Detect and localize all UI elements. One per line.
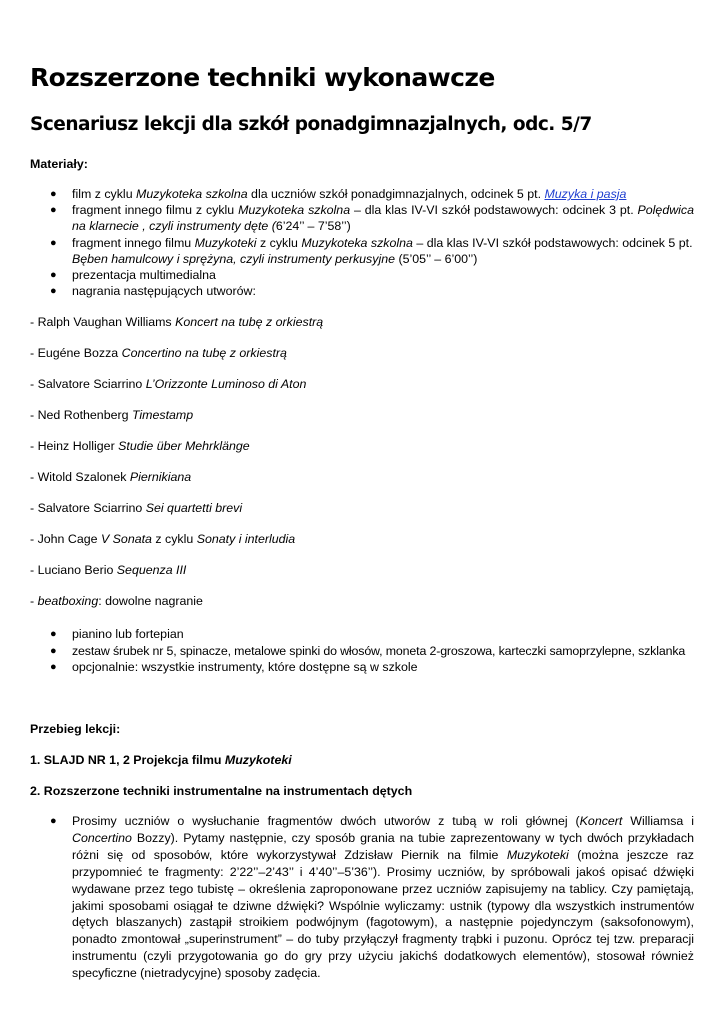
bullet-icon: ● bbox=[50, 628, 57, 641]
work-item: - Salvatore Sciarrino L’Orizzonte Luminoso di Aton bbox=[30, 377, 307, 392]
document-subtitle: Scenariusz lekcji dla szkół ponadgimnazjalnych, odc. 5/7 bbox=[30, 114, 592, 135]
list-item: ● pianino lub fortepian bbox=[50, 627, 184, 642]
equipment-list bbox=[30, 626, 694, 675]
work-item: - Eugéne Bozza Concertino na tubę z orkiestrą bbox=[30, 346, 287, 361]
bullet-icon: ● bbox=[50, 188, 57, 200]
bullet-icon: ● bbox=[50, 269, 57, 282]
list-item: ● opcjonalnie: wszystkie instrumenty, które dostępne są w szkole bbox=[50, 659, 418, 674]
list-item: ● prezentacja multimedialna bbox=[50, 268, 216, 283]
work-item: - Ned Rothenberg Timestamp bbox=[30, 408, 194, 423]
work-item: - Salvatore Sciarrino Sei quartetti brevi bbox=[30, 501, 243, 516]
step-1-heading: 1. SLAJD NR 1, 2 Projekcja filmu Muzykoteki bbox=[30, 753, 292, 768]
works-list bbox=[30, 314, 694, 609]
bullet-icon: ● bbox=[50, 236, 57, 249]
bullet-icon: ● bbox=[50, 660, 57, 673]
step-2-heading: 2. Rozszerzone techniki instrumentalne na instrumentach dętych bbox=[30, 784, 413, 799]
work-item: - beatboxing: dowolne nagranie bbox=[30, 594, 203, 609]
lesson-paragraph: ● Prosimy uczniów o wysłuchanie fragmentów dwóch utworów z tubą w roli głównej (Koncert Williamsa i Concertino Bozzy). Pytamy następnie, czy sposób grania na tubie zaprezentowany w tych dwóch przykładach różni się od sposobów, które wykorzystywał Zdzisław Piernik na filmie Muzykoteki (można jeszcze raz przypomnieć te fragmenty: 2’22’’–2’43’’ i 4’40’’–5’36’’). Prosimy uczniów, by spróbowali jakoś opisać dźwięki wydawane przez tego tubistę – określenia zaproponowane przez uczniów zapisujemy na tablicy. Czy pamiętają, jakimi sposobami osiągał te dziwne dźwięki? Wspólnie wyliczamy: ustnik (typowy dla wszystkich instrumentów dętych blaszanych) zastąpił stroikiem podwójnym (fagotowym), a następnie pojedynczym (saksofonowym), ponadto zmontował „superinstrument” – do tuby przyłączył fragmenty trąbki i puzonu. Oprócz tej tzw. preparacji instrumentu (czyli przygotowania go do gry przy użyciu jakichś dodatkowych elementów), stosował również specyficzne (nietradycyjne) sposoby zadęcia. bbox=[50, 814, 694, 981]
list-item: ● fragment innego filmu Muzykoteki z cyklu Muzykoteka szkolna – dla klas IV-VI szkół podstawowych: odcinek 5 pt. Bęben hamulcowy i sprężyna, czyli instrumenty perkusyjne (5’05’’ – 6’00’’) bbox=[50, 235, 693, 266]
list-item: ● nagrania następujących utworów: bbox=[50, 284, 256, 299]
bullet-icon: ● bbox=[50, 644, 57, 657]
work-item: - Heinz Holliger Studie über Mehrklänge bbox=[30, 439, 250, 454]
list-item: ● zestaw śrubek nr 5, spinacze, metalowe spinki do włosów, moneta 2-groszowa, karteczki samoprzylepne, szklanka bbox=[50, 643, 686, 658]
materials-list bbox=[30, 186, 694, 299]
bullet-icon: ● bbox=[50, 204, 57, 217]
materials-heading: Materiały: bbox=[30, 157, 88, 171]
work-item: - Witold Szalonek Piernikiana bbox=[30, 470, 192, 485]
bullet-icon: ● bbox=[50, 285, 57, 298]
work-item: - Luciano Berio Sequenza III bbox=[30, 563, 187, 578]
work-item: - Ralph Vaughan Williams Koncert na tubę z orkiestrą bbox=[30, 315, 324, 330]
muzyka-i-pasja-link[interactable]: Muzyka i pasja bbox=[544, 187, 627, 201]
work-item: - John Cage V Sonata z cyklu Sonaty i interludia bbox=[30, 532, 296, 547]
list-item: ● film z cyklu Muzykoteka szkolna dla uczniów szkół ponadgimnazjalnych, odcinek 5 pt. Muzyka i pasja bbox=[50, 187, 627, 201]
bullet-icon: ● bbox=[50, 815, 57, 828]
list-item: ● fragment innego filmu z cyklu Muzykoteka szkolna – dla klas IV-VI szkół podstawowych: odcinek 3 pt. Polędwica na klarnecie , czyli instrumenty dęte (6’24’’ – 7’58’’) bbox=[50, 203, 694, 234]
lesson-heading: Przebieg lekcji: bbox=[30, 722, 121, 737]
document-title: Rozszerzone techniki wykonawcze bbox=[30, 63, 495, 92]
